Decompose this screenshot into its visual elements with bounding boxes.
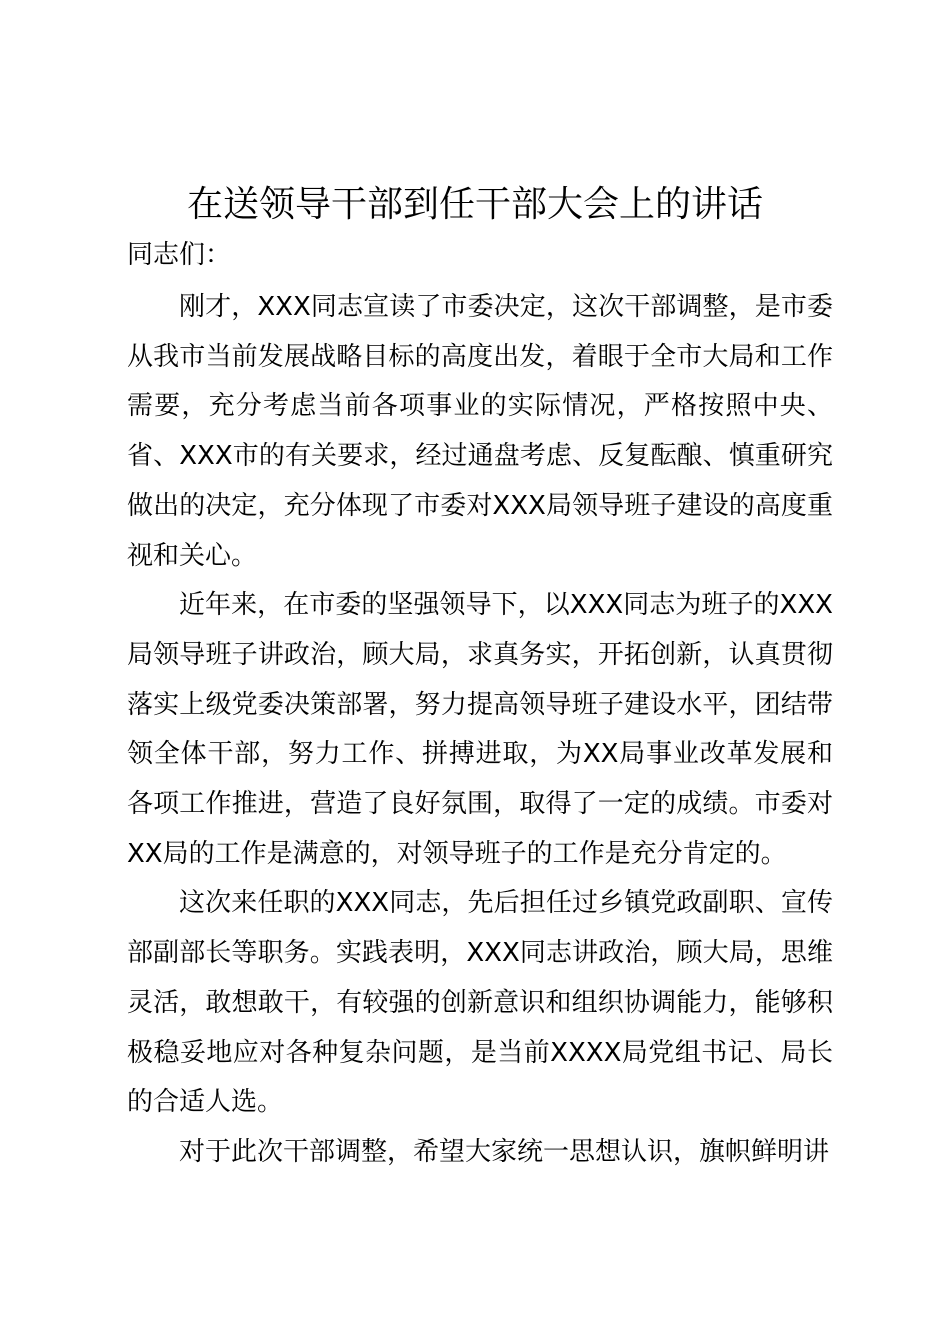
document-body: [127, 283, 833, 1178]
paragraph-2: 近年来，在市委的坚强领导下，以XXX同志为班子的XXX局领导班子讲政治，顾大局，求真务实，开拓创新，认真贯彻落实上级党委决策部署，努力提高领导班子建设水平，团结带领全体干部，努力工作、拼搏进取，为XX局事业改革发展和各项工作推进，营造了良好氛围，取得了一定的成绩。市委对XX局的工作是满意的，对领导班子的工作是充分肯定的。: [127, 590, 833, 869]
paragraph-4: 对于此次干部调整，希望大家统一思想认识，旗帜鲜明讲: [179, 1136, 830, 1167]
salutation: 同志们：: [127, 240, 232, 270]
document-title: 在送领导干部到任干部大会上的讲话: [186, 184, 763, 225]
paragraph-1: 刚才，XXX同志宣读了市委决定，这次干部调整，是市委从我市当前发展战略目标的高度出发，着眼于全市大局和工作需要，充分考虑当前各项事业的实际情况，严格按照中央、省、XXX市的有关要求，经过通盘考虑、反复酝酿、慎重研究做出的决定，充分体现了市委对XXX局领导班子建设的高度重视和关心。: [127, 292, 833, 571]
paragraph-3: 这次来任职的XXX同志，先后担任过乡镇党政副职、宣传部副部长等职务。实践表明，XXX同志讲政治，顾大局，思维灵活，敢想敢干，有较强的创新意识和组织协调能力，能够积极稳妥地应对各种复杂问题，是当前XXXX局党组书记、局长的合适人选。: [127, 888, 833, 1118]
